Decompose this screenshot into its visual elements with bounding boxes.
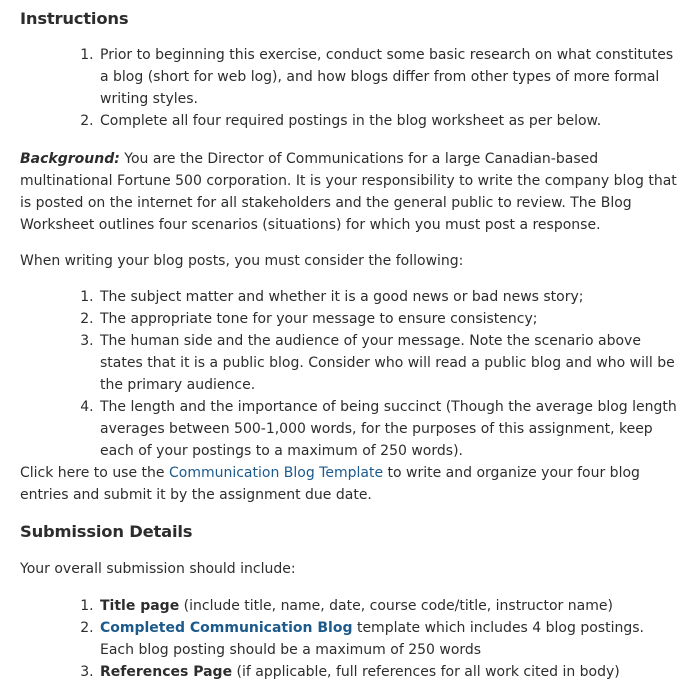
template-link-prefix: Click here to use the	[20, 465, 165, 481]
template-link-suffix: to write and organize your four blog entries and submit it by the assignment due date.	[20, 465, 640, 503]
instructions-heading: Instructions	[20, 9, 129, 28]
considerations-item: 3. The human side and the audience of your message. Note the scenario above states that it is a public blog. Consider who will read a public blog and who will be the primary audience.	[98, 330, 682, 396]
considerations-list	[20, 286, 682, 462]
submission-item-text: (if applicable, full references for all work cited in body)	[236, 664, 620, 680]
template-link-paragraph	[20, 462, 682, 506]
considerations-item: 4. The length and the importance of being succinct (Though the average blog length averages between 500-1,000 words, for the purposes of this assignment, keep each of your postings to a maximum of 250 words).	[98, 396, 682, 462]
submission-item-text: (include title, name, date, course code/title, instructor name)	[183, 598, 613, 614]
instructions-list	[20, 44, 682, 132]
considerations-item: 1. The subject matter and whether it is a good news or bad news story;	[98, 286, 682, 308]
submission-item-label: Title page	[100, 598, 180, 614]
assignment-page	[20, 8, 682, 683]
background-paragraph	[20, 148, 682, 236]
instructions-item: 2. Complete all four required postings in the blog worksheet as per below.	[98, 110, 682, 132]
submission-item-label: References Page	[100, 664, 233, 680]
submission-item	[98, 617, 682, 661]
submission-item-text: template which includes 4 blog postings. Each blog posting should be a maximum of 250 words	[100, 620, 644, 658]
completed-communication-blog-link[interactable]: Completed Communication Blog	[100, 620, 353, 636]
background-text: You are the Director of Communications for a large Canadian-based multinational Fortune 500 corporation. It is your responsibility to write the company blog that is posted on the internet for all stakeholders and the general public to review. The Blog Worksheet outlines four scenarios (situations) for which you must post a response.	[20, 151, 677, 233]
submission-item	[98, 595, 682, 617]
submission-intro: Your overall submission should include:	[20, 561, 296, 577]
considerations-intro: When writing your blog posts, you must consider the following:	[20, 253, 464, 269]
submission-heading: Submission Details	[20, 522, 193, 541]
submission-list	[20, 595, 682, 683]
submission-item	[98, 661, 682, 683]
considerations-item: 2. The appropriate tone for your message to ensure consistency;	[98, 308, 682, 330]
background-label: Background:	[20, 151, 120, 167]
communication-blog-template-link[interactable]: Communication Blog Template	[168, 465, 384, 481]
instructions-item: 1. Prior to beginning this exercise, conduct some basic research on what constitutes a blog (short for web log), and how blogs differ from other types of more formal writing styles.	[98, 44, 682, 110]
